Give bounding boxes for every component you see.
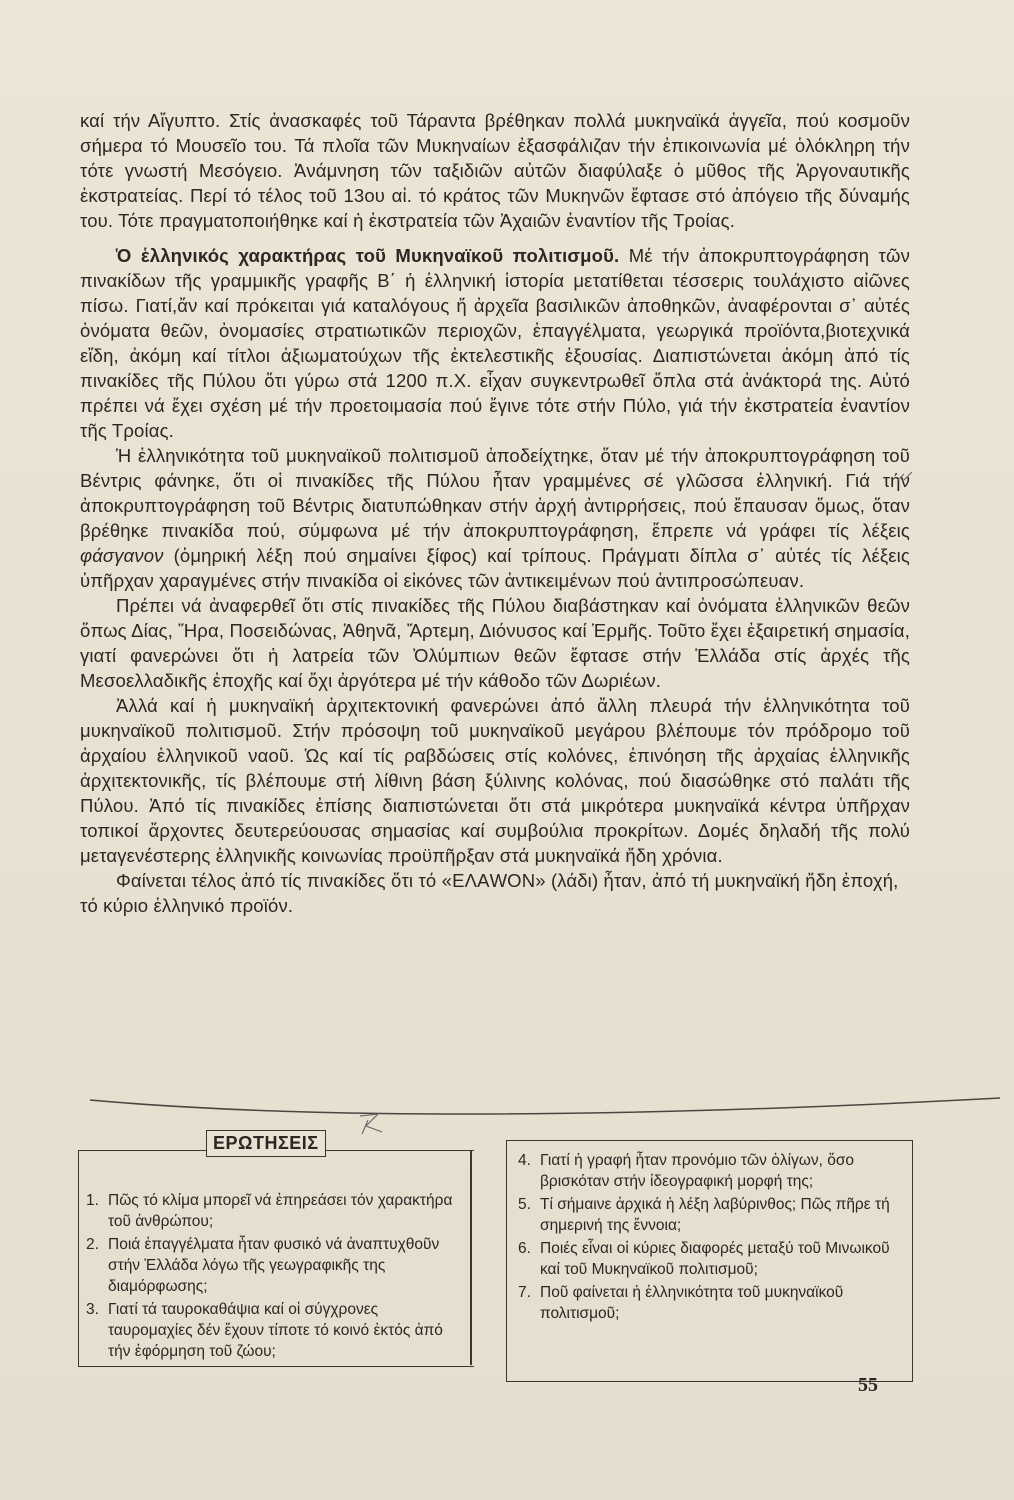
questions-section xyxy=(78,1130,938,1390)
pencil-scribble-icon xyxy=(356,1112,386,1138)
paragraph-2 xyxy=(80,243,910,443)
paragraph-3-text-b: (ὁμηρική λέξη πού σημαίνει ξίφος) καί τρίπους. Πράγματι δίπλα σ᾿ αὐτές τίς λέξεις ὑπῆρχαν χαραγμένες στήν πινακίδα οἱ εἰκόνες τῶν ἀντικειμένων πού ἀντιπροσώπευαν. xyxy=(80,545,910,591)
question-item: 7. Ποῦ φαίνεται ἡ ἑλληνικότητα τοῦ μυκηναϊκοῦ πολιτισμοῦ; xyxy=(518,1284,844,1322)
main-text xyxy=(80,108,910,918)
section-heading: Ὁ ἑλληνικός χαρακτήρας τοῦ Μυκηναϊκοῦ πολιτισμοῦ. xyxy=(116,245,620,266)
questions-right-list xyxy=(518,1150,903,1326)
questions-left-list xyxy=(86,1190,456,1364)
page-number: 55 xyxy=(858,1374,878,1396)
questions-left-box-edge xyxy=(470,1150,472,1365)
question-item: 2. Ποιά ἐπαγγέλματα ἦταν φυσικό νά ἀναπτυχθοῦν στήν Ἑλλάδα λόγω τῆς γεωγραφικῆς της διαμόρφωσης; xyxy=(86,1236,440,1295)
paragraph-3-text-a: Ἡ ἑλληνικότητα τοῦ μυκηναϊκοῦ πολιτισμοῦ ἀποδείχτηκε, ὅταν μέ τήν ἀποκρυπτογράφηση τοῦ Βέντρις φάνηκε, ὅτι οἱ πινακίδες τῆς Πύλου ἦταν γραμμένες σέ γλῶσσα ἑλληνική. Γιά τήν ἀποκρυπτογράφηση τοῦ Βέντρις διατυπώθηκαν στήν ἀρχή ἀντιρρήσεις, πού ἔπαυσαν ὅμως, ὅταν βρέθηκε πινακίδα πού, σύμφωνα μέ τήν ἀποκρυπτογράφηση, ἔπρεπε νά γράφει τίς λέξεις xyxy=(80,445,910,541)
question-item: 1. Πῶς τό κλίμα μπορεῖ νά ἐπηρεάσει τόν χαρακτήρα τοῦ ἀνθρώπου; xyxy=(86,1192,453,1230)
question-item: 3. Γιατί τά ταυροκαθάψια καί οἱ σύγχρονες ταυρομαχίες δέν ἔχουν τίποτε τό κοινό ἐκτός ἀπό τήν ἐφόρμηση τοῦ ζώου; xyxy=(86,1301,443,1360)
question-item: 6. Ποιές εἶναι οἱ κύριες διαφορές μεταξύ τοῦ Μινωικοῦ καί τοῦ Μυκηναϊκοῦ πολιτισμοῦ; xyxy=(518,1240,890,1278)
paragraph-1: καί τήν Αἴγυπτο. Στίς ἀνασκαφές τοῦ Τάραντα βρέθηκαν πολλά μυκηναϊκά ἀγγεῖα, πού κοσμοῦν σήμερα τό Μουσεῖο του. Τά πλοῖα τῶν Μυκηναίων ἐξασφάλιζαν τήν ἐπικοινωνία μέ ὁλόκληρη τήν τότε γνωστή Μεσόγειο. Ἀνάμνηση τῶν ταξιδιῶν αὐτῶν διαφύλαξε ὁ μῦθος τῆς Ἀργοναυτικῆς ἐκστρατείας. Περί τό τέλος τοῦ 13ου αἰ. τό κράτος τῶν Μυκηνῶν ἔφτασε στό ἀπόγειο τῆς δύναμής του. Τότε πραγματοποιήθηκε καί ἡ ἐκστρατεία τῶν Ἀχαιῶν ἐναντίον τῆς Τροίας. xyxy=(80,110,910,231)
question-item: 5. Τί σήμαινε ἀρχικά ἡ λέξη λαβύρινθος; Πῶς πῆρε τή σημερινή της ἔννοια; xyxy=(518,1196,890,1234)
paragraph-6: Φαίνεται τέλος ἀπό τίς πινακίδες ὅτι τό «ΕΛΑWON» (λάδι) ἦταν, ἀπό τή μυκηναϊκή ἤδη ἐποχή, τό κύριο ἑλληνικό προϊόν. xyxy=(80,870,899,916)
italic-word: φάσγανον xyxy=(80,545,164,566)
paragraph-2-text: Μέ τήν ἀποκρυπτογράφηση τῶν πινακίδων τῆς γραμμικῆς γραφῆς Β΄ ἡ ἑλληνική ἱστορία μετατίθεται τέσσερις τουλάχιστο αἰῶνες πίσω. Γιατί,ἄν καί πρόκειται γιά καταλόγους ἤ ἀρχεῖα βασιλικῶν ἀποθηκῶν, ἀναφέρονται σ᾿ αὐτές ὀνόματα θεῶν, ὀνομασίες στρατιωτικῶν περιοχῶν, ἐπαγγέλματα, γεωργικά προϊόντα,βιοτεχνικά εἴδη, ἀκόμη καί τίτλοι ἀξιωματούχων τῆς ἐκτελεστικῆς ἐξουσίας. Διαπιστώνεται ἀκόμη ἀπό τίς πινακίδες τῆς Πύλου ὅτι γύρω στά 1200 π.Χ. εἶχαν συγκεντρωθεῖ ὅπλα στά ἀνάκτορά της. Αὐτό πρέπει νά ἔχει σχέση μέ τήν προετοιμασία πού ἔγινε τότε στήν Πύλο, γιά τήν ἐκστρατεία ἐναντίον τῆς Τροίας. xyxy=(80,245,910,441)
question-item: 4. Γιατί ἡ γραφή ἦταν προνόμιο τῶν ὀλίγων, ὅσο βρισκόταν στήν ἰδεογραφική μορφή της; xyxy=(518,1152,855,1190)
paragraph-5: Ἀλλά καί ἡ μυκηναϊκή ἀρχιτεκτονική φανερώνει ἀπό ἄλλη πλευρά τήν ἑλληνικότητα τοῦ μυκηναϊκοῦ πολιτισμοῦ. Στήν πρόσοψη τοῦ μυκηναϊκοῦ μεγάρου βλέπουμε τόν πρόδρομο τοῦ ἀρχαίου ἑλληνικοῦ ναοῦ. Ὡς καί τίς ραβδώσεις στίς κολόνες, ἐπινόηση τῆς ἀρχαίας ἑλληνικῆς ἀρχιτεκτονικῆς, τίς βλέπουμε στή λίθινη βάση ξύλινης κολόνας, πού διασώθηκε στό παλάτι τῆς Πύλου. Ἀπό τίς πινακίδες ἐπίσης διαπιστώνεται ὅτι στά μικρότερα μυκηναϊκά κέντρα ὑπῆρχαν τοπικοί ἄρχοντες δευτερεύουσας σημασίας καί συμβούλια προκρίτων. Δομές δηλαδή τῆς πολύ μεταγενέστερης ἑλληνικῆς κοινωνίας προϋπῆρξαν στά μυκηναϊκά ἤδη χρόνια. xyxy=(80,695,910,866)
paragraph-3 xyxy=(80,443,910,593)
pencil-tick-icon xyxy=(896,470,916,484)
paragraph-4: Πρέπει νά ἀναφερθεῖ ὅτι στίς πινακίδες τῆς Πύλου διαβάστηκαν καί ὀνόματα ἑλληνικῶν θεῶν ὅπως Δίας, Ἥρα, Ποσειδώνας, Ἀθηνᾶ, Ἄρτεμη, Διόνυσος καί Ἑρμῆς. Τοῦτο ἔχει ἐξαιρετική σημασία, γιατί φανερώνει ὅτι ἡ λατρεία τῶν Ὀλύμπιων θεῶν ἔφτασε στήν Ἑλλάδα στίς ἀρχές τῆς Μεσοελλαδικῆς ἐποχῆς καί ὄχι ἀργότερα μέ τήν κάθοδο τῶν Δωριέων. xyxy=(80,595,910,691)
questions-title: ΕΡΩΤΗΣΕΙΣ xyxy=(206,1130,326,1157)
